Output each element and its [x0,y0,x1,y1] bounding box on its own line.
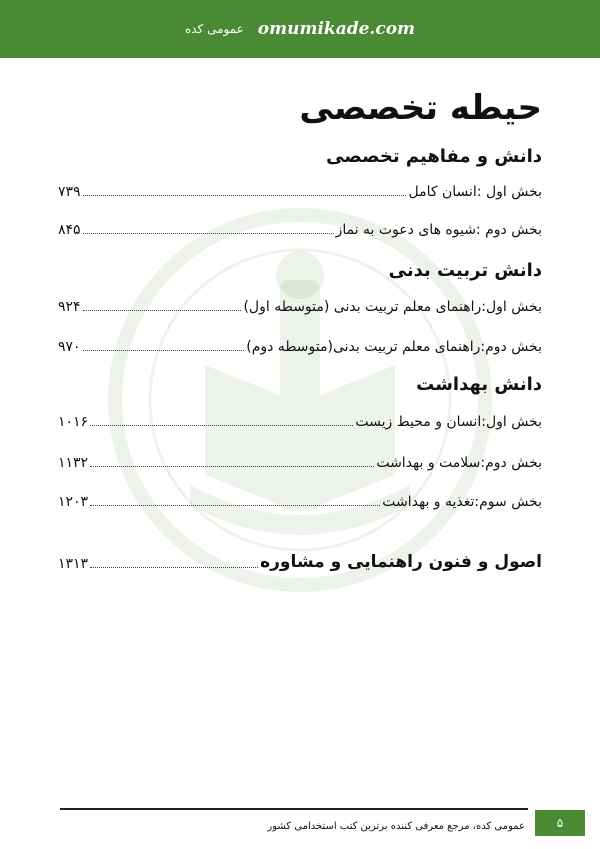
toc-row[interactable] [58,410,542,430]
dot-leader [83,233,334,234]
footer-text: عمومی کده، مرجع معرفی کننده برترین کتب استخدامی کشور [267,821,525,832]
header-site-name[interactable]: omumikade.com [257,19,416,39]
dot-leader [83,310,242,311]
toc-page-number: ۸۴۵ [58,222,81,238]
toc-label: بخش اول:راهنمای معلم تربیت بدنی (متوسطه اول) [243,299,542,315]
toc-row[interactable] [58,451,542,471]
dot-leader [90,466,374,467]
toc-label: بخش دوم:راهنمای معلم تربیت بدنی(متوسطه دوم) [246,339,542,355]
toc-row[interactable] [58,335,542,355]
toc-page-number: ۱۰۱۶ [58,414,89,430]
section-title: دانش تربیت بدنی [388,260,542,281]
toc-page-number: ۷۳۹ [58,184,81,200]
dot-leader [90,505,380,506]
footer-divider [60,808,528,810]
page-number-badge: ۵ [535,810,585,836]
toc-label: بخش اول :انسان کامل [408,184,542,200]
toc-label: اصول و فنون راهنمایی و مشاوره [260,552,542,572]
toc-row[interactable] [58,548,542,572]
toc-label: بخش اول:انسان و محیط زیست [355,414,542,430]
toc-page-number: ۱۳۱۳ [58,556,89,572]
section-title: دانش بهداشت [416,374,542,395]
toc-label: بخش دوم :شیوه های دعوت به نماز [335,222,542,238]
toc-label: بخش سوم:تغذیه و بهداشت [382,494,542,510]
toc-page-number: ۱۱۳۲ [58,455,89,471]
page-header [0,0,600,58]
dot-leader [83,350,245,351]
toc-page-number: ۹۲۴ [58,299,81,315]
dot-leader [90,425,353,426]
toc-row[interactable] [58,180,542,200]
toc-page-number: ۱۲۰۳ [58,494,89,510]
toc-row[interactable] [58,490,542,510]
dot-leader [83,195,407,196]
toc-row[interactable] [58,295,542,315]
toc-row[interactable] [58,218,542,238]
section-title: دانش و مفاهیم تخصصی [326,146,542,167]
page-title: حیطه تخصصی [299,88,542,128]
header-brand: عمومی کده [184,22,244,36]
toc-page-number: ۹۷۰ [58,339,81,355]
dot-leader [90,567,258,568]
toc-label: بخش دوم:سلامت و بهداشت [376,455,542,471]
